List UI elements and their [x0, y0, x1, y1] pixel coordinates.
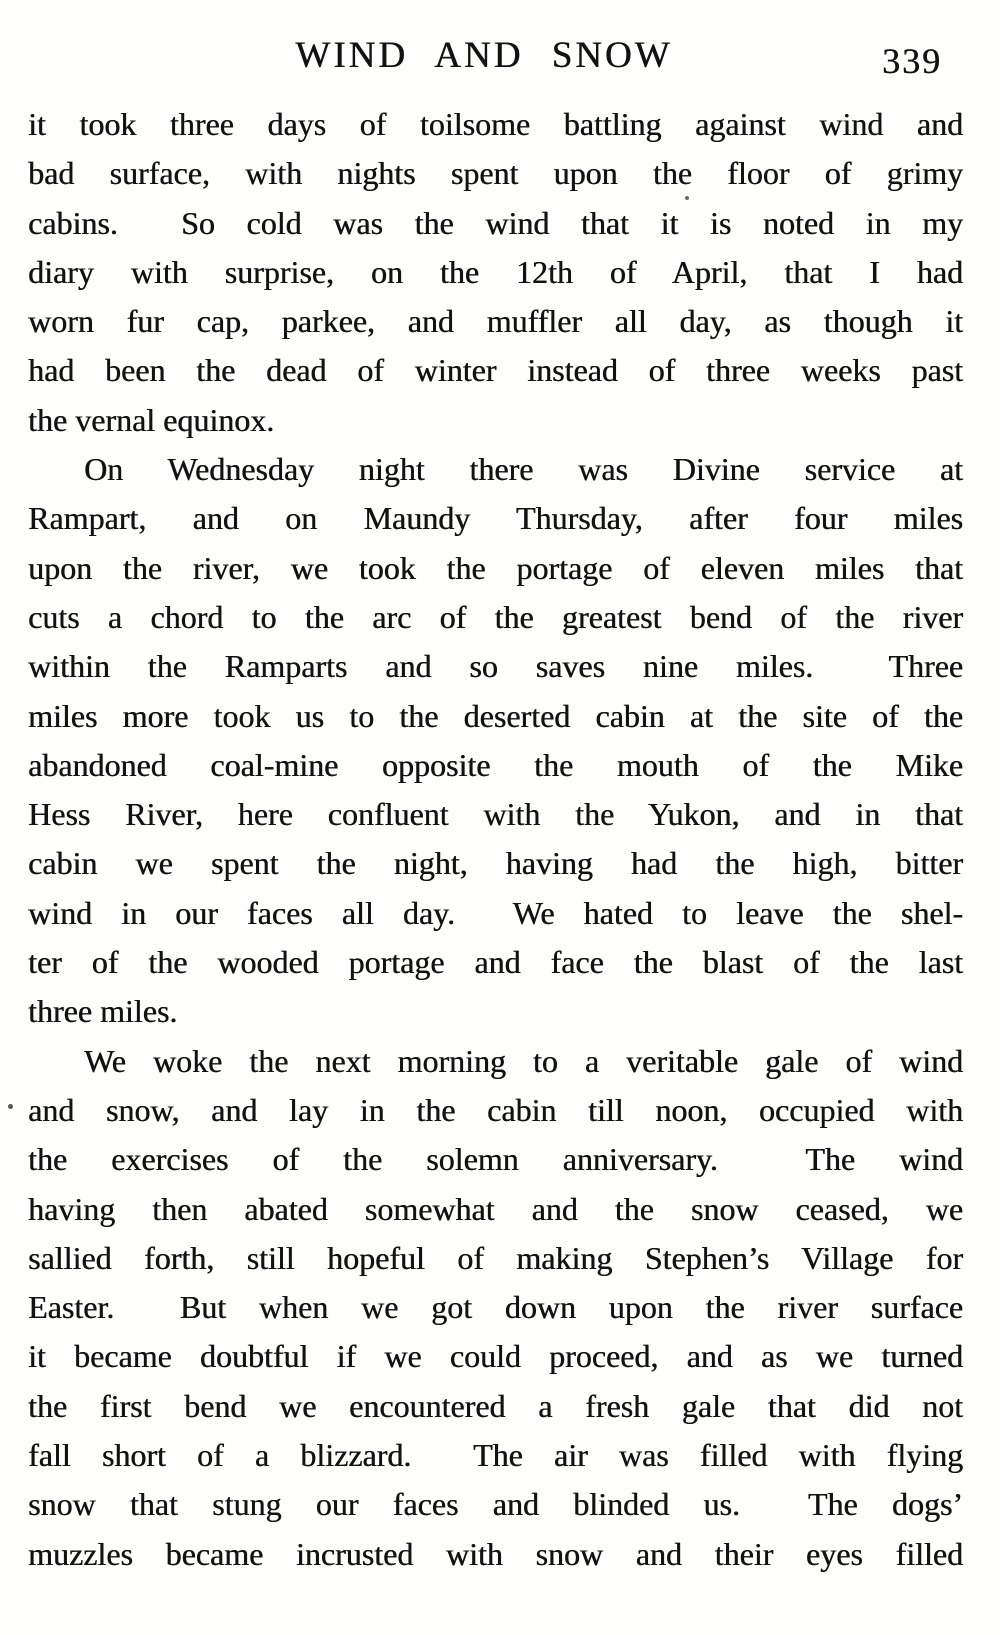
text-line: upon the river, we took the portage of eleven miles that [28, 549, 963, 586]
text-line: miles more took us to the deserted cabin at the site of the [28, 697, 963, 734]
text-line: had been the dead of winter instead of three weeks past [28, 352, 963, 389]
text-line: cabins. So cold was the wind that it is noted in my [28, 204, 963, 241]
text-line: three miles. [28, 993, 178, 1030]
text-line: Rampart, and on Maundy Thursday, after four miles [28, 500, 963, 537]
running-title: WIND AND SNOW [295, 35, 673, 76]
text-line: Easter. But when we got down upon the river surface [28, 1289, 963, 1326]
page-header [28, 32, 970, 82]
text-line: snow that stung our faces and blinded us. The dogs’ [28, 1486, 963, 1523]
text-line: We woke the next morning to a veritable gale of wind [84, 1042, 963, 1079]
text-line: wind in our faces all day. We hated to leave the shel- [28, 894, 963, 931]
text-line: and snow, and lay in the cabin till noon, occupied with [28, 1091, 963, 1128]
text-line: the first bend we encountered a fresh gale that did not [28, 1387, 963, 1424]
body-text [28, 100, 963, 1579]
text-line: within the Ramparts and so saves nine miles. Three [28, 648, 963, 685]
text-line: it became doubtful if we could proceed, and as we turned [28, 1338, 963, 1375]
text-line: the vernal equinox. [28, 401, 275, 438]
text-line: ter of the wooded portage and face the blast of the last [28, 944, 963, 981]
text-line: having then abated somewhat and the snow ceased, we [28, 1190, 963, 1227]
text-line: diary with surprise, on the 12th of April, that I had [28, 253, 963, 290]
text-line: cuts a chord to the arc of the greatest bend of the river [28, 598, 963, 635]
page-number: 339 [882, 41, 942, 81]
text-line: fall short of a blizzard. The air was filled with flying [28, 1437, 963, 1474]
text-line: muzzles became incrusted with snow and their eyes filled [28, 1535, 963, 1572]
scan-artifact-dot [8, 1104, 13, 1109]
text-line: worn fur cap, parkee, and muffler all day, as though it [28, 303, 963, 340]
text-line: abandoned coal-mine opposite the mouth of the Mike [28, 746, 963, 783]
scan-artifact-dot [685, 196, 689, 200]
text-line: cabin we spent the night, having had the high, bitter [28, 845, 963, 882]
text-line: the exercises of the solemn anniversary. The wind [28, 1141, 963, 1178]
text-line: sallied forth, still hopeful of making Stephen’s Village for [28, 1239, 963, 1276]
text-line: Hess River, here confluent with the Yukon, and in that [28, 796, 963, 833]
text-line: bad surface, with nights spent upon the floor of grimy [28, 155, 963, 192]
text-line: On Wednesday night there was Divine service at [84, 451, 963, 488]
text-line: it took three days of toilsome battling against wind and [28, 106, 963, 142]
